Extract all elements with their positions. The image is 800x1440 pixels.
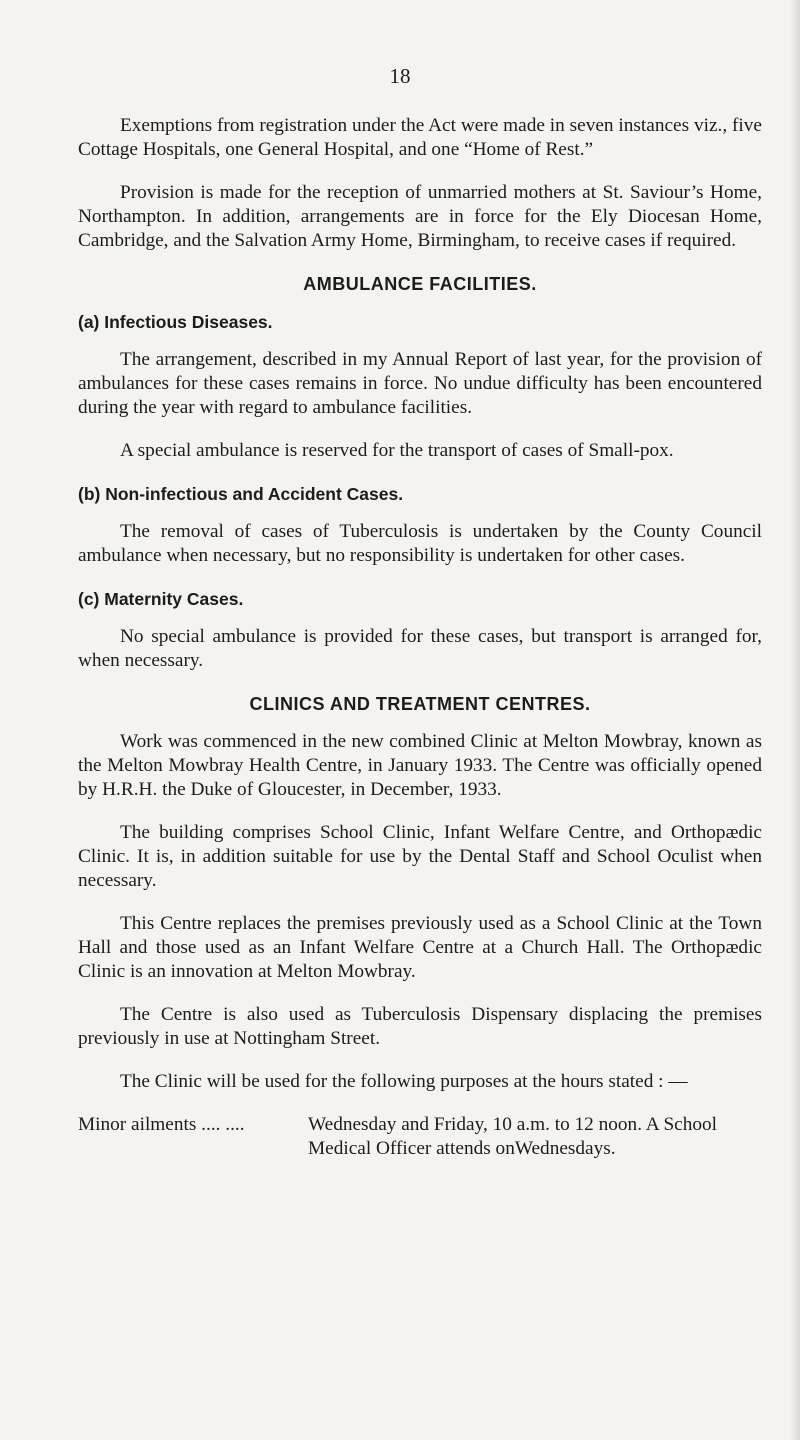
paragraph-health-centre: Work was commenced in the new combined Clinic at Melton Mowbray, known as the Melton Mowbray Health Centre, in January 1933. The Centre was officially opened by H.R.H. the Duke of Gloucester, in December, 1933. [78, 731, 762, 800]
subheading-infectious-diseases: (a) Infectious Diseases. [78, 312, 273, 332]
schedule-value: Wednesday and Friday, 10 a.m. to 12 noon. A School Medical Officer attends onWednesdays. [308, 1114, 718, 1159]
paragraph-smallpox-ambulance: A special ambulance is reserved for the transport of cases of Small-pox. [120, 440, 674, 461]
paragraph-maternity-transport: No special ambulance is provided for these cases, but transport is arranged for, when necessary. [78, 626, 762, 671]
page-edge-shadow [790, 0, 800, 1440]
schedule-row [78, 1113, 762, 1161]
heading-clinics-treatment-centres: CLINICS AND TREATMENT CENTRES. [249, 694, 591, 714]
page-number: 18 [389, 64, 411, 88]
heading-ambulance-facilities: AMBULANCE FACILITIES. [303, 274, 537, 294]
subheading-non-infectious-cases: (b) Non-infectious and Accident Cases. [78, 484, 404, 504]
paragraph-exemptions: Exemptions from registration under the Act were made in seven instances viz., five Cottage Hospitals, one General Hospital, and one “Home of Rest.” [78, 115, 762, 160]
document-body [78, 114, 762, 1161]
paragraph-building: The building comprises School Clinic, Infant Welfare Centre, and Orthopædic Clinic. It is, in addition suitable for use by the Dental Staff and School Oculist when necessary. [78, 822, 762, 891]
schedule-label: Minor ailments .... .... [78, 1114, 245, 1135]
paragraph-tuberculosis-removal: The removal of cases of Tuberculosis is undertaken by the County Council ambulance when necessary, but no responsibility is undertaken for other cases. [78, 521, 762, 566]
paragraph-infectious-arrangement: The arrangement, described in my Annual Report of last year, for the provision of ambulances for these cases remains in force. No undue difficulty has been encountered during the year with regard to ambulance facilities. [78, 349, 762, 418]
paragraph-clinic-purposes: The Clinic will be used for the following purposes at the hours stated : — [120, 1071, 688, 1092]
paragraph-tuberculosis-dispensary: The Centre is also used as Tuberculosis Dispensary displacing the premises previously in use at Nottingham Street. [78, 1004, 762, 1049]
paragraph-replaces-premises: This Centre replaces the premises previously used as a School Clinic at the Town Hall and those used as an Infant Welfare Centre at a Church Hall. The Orthopædic Clinic is an innovation at Melton Mowbray. [78, 913, 762, 982]
subheading-maternity-cases: (c) Maternity Cases. [78, 589, 244, 609]
paragraph-provision: Provision is made for the reception of unmarried mothers at St. Saviour’s Home, Northampton. In addition, arrangements are in force for the Ely Diocesan Home, Cambridge, and the Salvation Army Home, Birmingham, to receive cases if required. [78, 182, 762, 251]
